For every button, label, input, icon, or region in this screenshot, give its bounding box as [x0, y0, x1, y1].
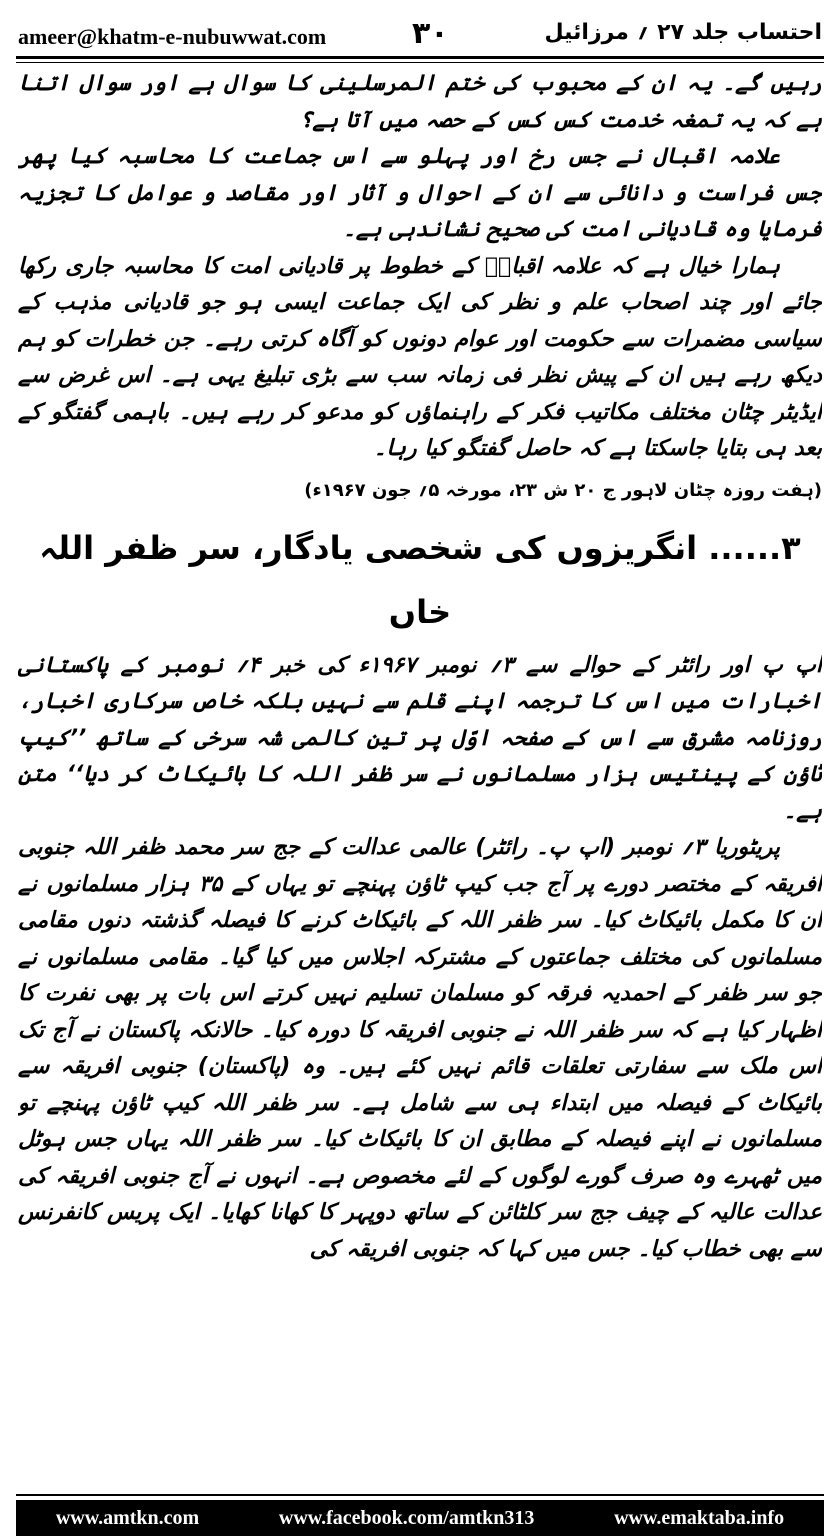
section-title: ۳...... انگریزوں کی شخصی یادگار، سر ظفر اللہ خاں — [39, 528, 801, 631]
header-rule-thick — [16, 56, 824, 59]
book-title: احتساب جلد ۲۷ ؍ مرزائیل — [544, 20, 822, 45]
header-rule-thin — [16, 62, 824, 63]
header-email: ameer@khatm-e-nubuwwat.com — [18, 24, 327, 49]
page-header — [16, 14, 824, 58]
paragraph-4: اپ پ اور رائٹر کے حوالے سے ۳؍ نومبر ۱۹۶۷ء کی خبر ۴؍ نومبر کے پاکستانی اخبارات میں اس کا ترجمہ اپنے قلم سے نہیں بلکہ خاص سرکاری اخبار، روزنامہ مشرق سے اس کے صفحہ اوّل پر تین کالمی شہ سرخی کے ساتھ ’’کیپ ٹاؤن کے پینتیس ہزار مسلمانوں نے سر ظفر اللہ کا بائیکاٹ کر دیا‘‘ متن ہے۔ — [18, 652, 822, 824]
page-number: ۳۰ — [412, 16, 449, 51]
page-footer — [16, 1500, 824, 1536]
footer-rule — [16, 1494, 824, 1496]
paragraph-3: ہمارا خیال ہے کہ علامہ اقبالؒ کے خطوط پر قادیانی امت کا محاسبہ جاری رکھا جائے اور چند اصحاب علم و نظر کی ایک جماعت ایسی ہو جو قادیانی مذہب کے سیاسی مضمرات سے حکومت اور عوام دونوں کو آگاہ کرتی رہے۔ جن خطرات کو ہم دیکھ رہے ہیں ان کے پیش نظر فی زمانہ سب سے بڑی تبلیغ یہی ہے۔ اس غرض سے ایڈیٹر چٹان مختلف مکاتیب فکر کے راہنماؤں کو مدعو کر رہے ہیں۔ باہمی گفتگو کے بعد ہی بتایا جاسکتا ہے کہ حاصل گفتگو کیا رہا۔ — [18, 253, 822, 461]
footer-link-amtkn[interactable]: www.amtkn.com — [55, 1506, 200, 1529]
citation: (ہفت روزہ چٹان لاہور ج ۲۰ ش ۲۳، مورخہ ۵؍ جون ۱۹۶۷ء) — [304, 479, 822, 501]
paragraph-5: پریٹوریا ۳؍ نومبر (اپ پ۔ رائٹر) عالمی عدالت کے جج سر محمد ظفر اللہ جنوبی افریقہ کے مختصر دورے پر آج جب کیپ ٹاؤن پہنچے تو یہاں کے ۳۵ ہزار مسلمانوں نے ان کا مکمل بائیکاٹ کیا۔ سر ظفر اللہ کے بائیکاٹ کرنے کا فیصلہ گذشتہ دنوں مقامی مسلمانوں کی مختلف جماعتوں کے مشترکہ اجلاس میں کیا گیا۔ مقامی مسلمانوں نے جو سر ظفر کے احمدیہ فرقہ کو مسلمان تسلیم نہیں کرتے اس بات پر بھی نفرت کا اظہار کیا ہے کہ سر ظفر اللہ نے جنوبی افریقہ کا دورہ کیا۔ حالانکہ پاکستان نے آج تک اس ملک سے سفارتی تعلقات قائم نہیں کئے ہیں۔ وہ (پاکستان) جنوبی افریقہ سے بائیکاٹ کے فیصلہ میں ابتداء ہی سے شامل ہے۔ سر ظفر اللہ کیپ ٹاؤن پہنچے تو مسلمانوں نے اپنے فیصلہ کے مطابق ان کا بائیکاٹ کیا۔ سر ظفر اللہ یہاں جس ہوٹل میں ٹھہرے وہ صرف گورے لوگوں کے لئے مخصوص ہے۔ انہوں نے آج جنوبی افریقہ کی عدالت عالیہ کے چیف جج سر کلٹائن کے ساتھ دوپہر کا کھانا کھایا۔ ایک پریس کانفرنس سے بھی خطاب کیا۔ جس میں کہا کہ جنوبی افریقہ کی — [18, 835, 822, 1262]
footer-link-emaktaba[interactable]: www.emaktaba.info — [614, 1506, 785, 1529]
paragraph-1: رہیں گے۔ یہ ان کے محبوب کی ختم المرسلینی کا سوال ہے اور سوال اتنا ہے کہ یہ تمغہ خدمت کس کس کے حصہ میں آتا ہے؟ — [18, 71, 822, 133]
footer-link-facebook[interactable]: www.facebook.com/amtkn313 — [278, 1506, 535, 1529]
paragraph-2: علامہ اقبال نے جس رخ اور پہلو سے اس جماعت کا محاسبہ کیا پھر جس فراست و دانائی سے ان کے احوال و آثار اور مقاصد و عوامل کا تجزیہ فرمایا وہ قادیانی امت کی صحیح نشاندہی ہے۔ — [18, 144, 822, 242]
page-body — [18, 66, 822, 1446]
